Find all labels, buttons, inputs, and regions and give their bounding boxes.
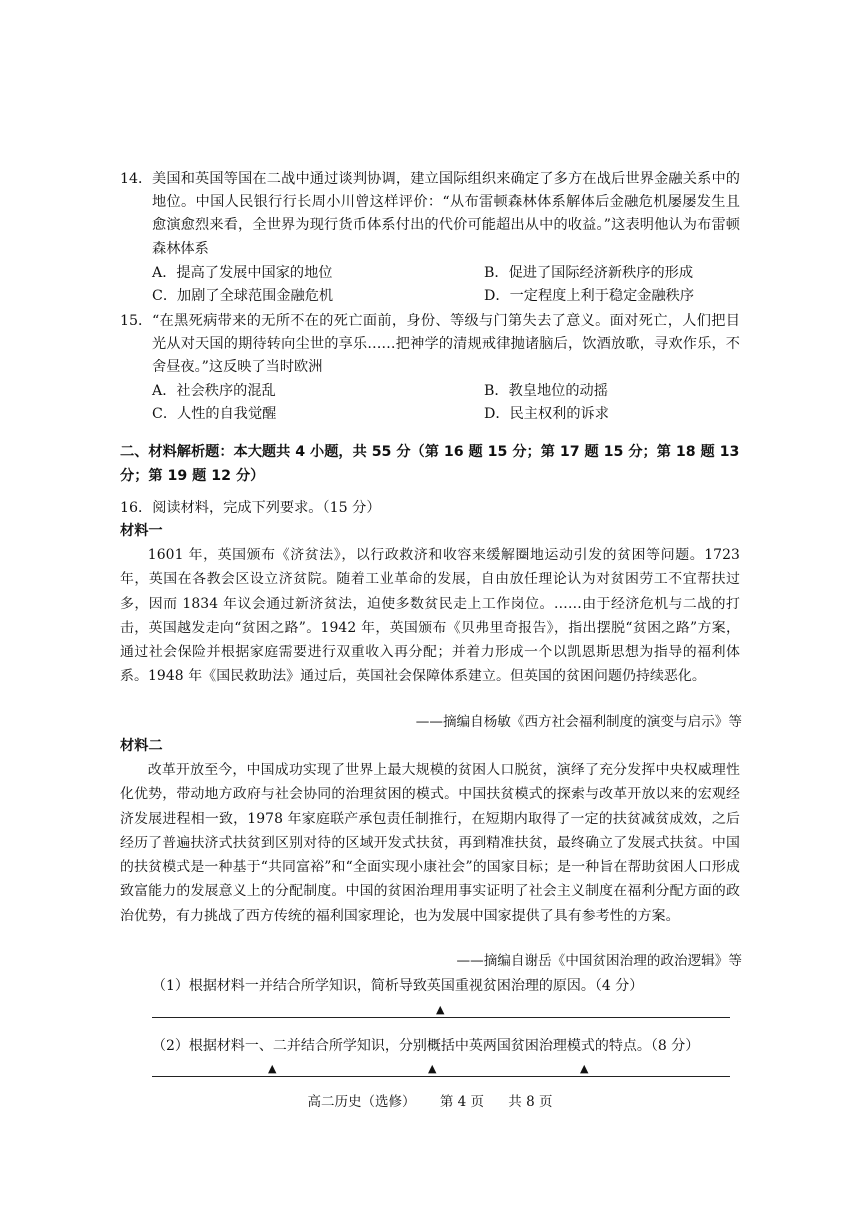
- question-stem: “在黑死病带来的无所不在的死亡面前，身份、等级与门第失去了意义。面对死亡，人们把目光从对天国的期待转向尘世的享乐……把神学的清规戒律抛诸脑后，饮酒放歌，寻欢作乐，不舍昼夜。”这反映了当时欧洲: [152, 313, 740, 376]
- material-2-source: ——摘编自谢岳《中国贫困治理的政治逻辑》等: [456, 953, 742, 969]
- footer-subject: 高二历史（选修）: [307, 1094, 416, 1110]
- page-footer: [0, 1092, 860, 1112]
- answer-marker: ▲: [436, 1003, 445, 1016]
- footer-total: 共 8 页: [508, 1094, 553, 1110]
- question-number: 14．: [120, 171, 153, 187]
- section-title: 二、材料解析题：本大题共 4 小题，共 55 分（第 16 题 15 分；第 17 题 15 分；第 18 题 13 分；第 19 题 12 分）: [120, 444, 740, 484]
- sub-question-2: （2）根据材料一、二并结合所学知识，分别概括中英两国贫困治理模式的特点。（8 分）: [152, 1038, 700, 1054]
- option-a: A．提高了发展中国家的地位: [152, 265, 333, 281]
- answer-marker: ▲: [428, 1062, 437, 1075]
- option-b: B．教皇地位的动摇: [484, 383, 608, 399]
- option-d: D．一定程度上利于稳定金融秩序: [484, 288, 695, 305]
- material-1-source: ——摘编自杨敏《西方社会福利制度的演变与启示》等: [415, 714, 742, 730]
- question-16-intro: 16．阅读材料，完成下列要求。（15 分）: [120, 500, 381, 516]
- material-1-text: 1601 年，英国颁布《济贫法》，以行政救济和收容来缓解圈地运动引发的贫困等问题。1723 年，英国在各教会区设立济贫院。随着工业革命的发展，自由放任理论认为对贫困劳工不宜帮扶过多，因而 1834 年议会通过新济贫法，迫使多数贫民走上工作岗位。……由于经济危机与二战的打击，英国越发走向“贫困之路”。1942 年，英国颁布《贝弗里奇报告》，指出摆脱“贫困之路”方案，通过社会保险并根据家庭需要进行双重收入再分配；并着力形成一个以凯恩斯思想为指导的福利体系。1948 年《国民救助法》通过后，英国社会保障体系建立。但英国的贫困问题仍持续恶化。: [120, 547, 740, 685]
- material-2-title: 材料二: [120, 738, 163, 754]
- question-15-options: [152, 380, 740, 426]
- option-c: C．人性的自我觉醒: [152, 406, 277, 423]
- sub-question-1: （1）根据材料一并结合所学知识，简析导致英国重视贫困治理的原因。（4 分）: [152, 978, 644, 994]
- footer-page: 第 4 页: [439, 1094, 484, 1110]
- question-14: [120, 168, 740, 261]
- option-b: B．促进了国际经济新秩序的形成: [484, 265, 694, 281]
- option-a: A．社会秩序的混乱: [152, 383, 276, 399]
- option-d: D．民主权利的诉求: [484, 406, 609, 423]
- question-14-options: [152, 262, 740, 308]
- answer-line[interactable]: [152, 1017, 730, 1018]
- material-2-text: 改革开放至今，中国成功实现了世界上最大规模的贫困人口脱贫，演绎了充分发挥中央权威理性化优势，带动地方政府与社会协同的治理贫困的模式。中国扶贫模式的探索与改革开放以来的宏观经济发展进程相一致，1978 年家庭联产承包责任制推行，在短期内取得了一定的扶贫减贫成效，之后经历了普遍扶济式扶贫到区别对待的区域开发式扶贫，再到精准扶贫，最终确立了发展式扶贫。中国的扶贫模式是一种基于“共同富裕”和“全面实现小康社会”的国家目标；是一种旨在帮助贫困人口形成致富能力的发展意义上的分配制度。中国的贫困治理用事实证明了社会主义制度在福利分配方面的政治优势，有力挑战了西方传统的福利国家理论，也为发展中国家提供了具有参考性的方案。: [120, 762, 740, 924]
- answer-line[interactable]: [152, 1076, 730, 1077]
- question-stem: 美国和英国等国在二战中通过谈判协调，建立国际组织来确定了多方在战后世界金融关系中的地位。中国人民银行行长周小川曾这样评价：“从布雷顿森林体系解体后金融危机屡屡发生且愈演愈烈来看，全世界为现行货币体系付出的代价可能超出从中的收益。”这表明他认为布雷顿森林体系: [152, 171, 740, 257]
- material-1-title: 材料一: [120, 523, 163, 539]
- question-number: 15．: [120, 313, 153, 329]
- answer-marker: ▲: [580, 1062, 589, 1075]
- option-c: C．加剧了全球范围金融危机: [152, 288, 334, 305]
- question-15: [120, 310, 740, 380]
- answer-marker: ▲: [268, 1062, 277, 1075]
